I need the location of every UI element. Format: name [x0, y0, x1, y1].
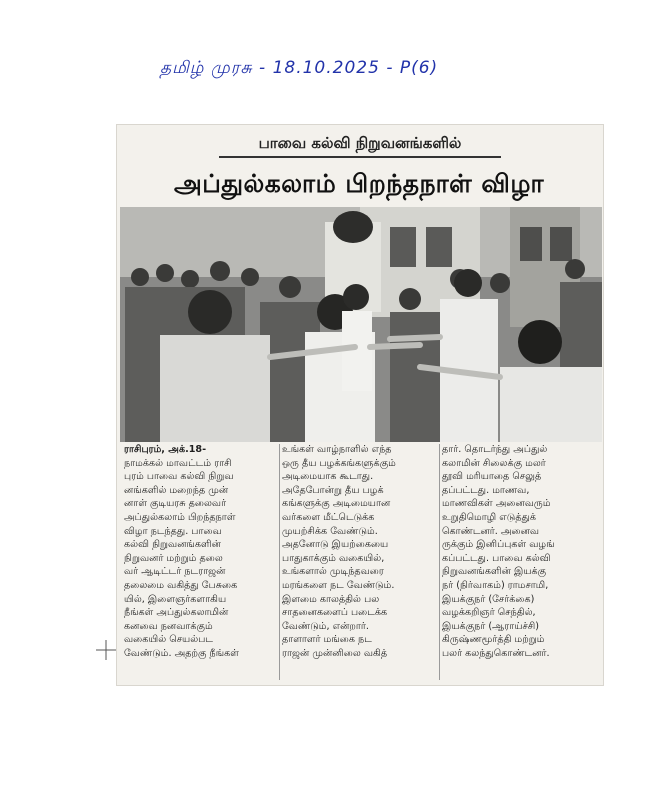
body-line: நர் (நிர்வாகம்) ராமசாமி,	[442, 579, 549, 591]
body-line: கங்களுக்கு அடிமையான	[282, 498, 391, 510]
body-line: உறுதிமொழி எடுத்துக்	[442, 511, 537, 523]
body-line: அதனோடு இயற்கையை	[282, 539, 389, 551]
body-line: யில், இளைஞர்களாகிய	[124, 593, 227, 605]
body-line: ஒரு தீய பழக்கங்களுக்கும்	[282, 457, 396, 469]
body-line: இயக்குநர் (சேர்க்கை)	[442, 593, 535, 605]
body-line: நிறுவனர் மற்றும் தலை	[124, 552, 223, 564]
body-line: தாளாளர் மங்கை நட	[282, 634, 372, 646]
body-line: வர்களை மீட்டெடுக்க	[282, 511, 375, 523]
body-line: விழா நடந்தது. பாவை	[124, 525, 222, 537]
body-line: மாணவிகள் அனைவரும்	[442, 498, 551, 510]
body-line: ருக்கும் இனிப்புகள் வழங்	[442, 539, 555, 551]
body-line: கொண்டனர். அனைவ	[442, 525, 540, 537]
body-line: தப்பட்டது. மாணவ,	[442, 484, 530, 496]
body-line: மரங்களை நட வேண்டும்.	[282, 579, 395, 591]
body-line: உங்கள் வாழ்நாளில் எந்த	[282, 444, 392, 455]
text-column-2	[282, 443, 433, 681]
body-line: அதேபோன்று தீய பழக்	[282, 484, 384, 496]
body-line: நிறுவனங்களின் இயக்கு	[442, 566, 547, 578]
text-column-1	[124, 443, 275, 681]
body-line: அப்துல்கலாம் பிறந்தநாள்	[124, 511, 236, 523]
article-body	[124, 443, 600, 681]
article-photo	[120, 207, 602, 442]
body-line: இயக்குநர் (ஆராய்ச்சி)	[442, 620, 540, 632]
body-line: கல்வி நிறுவனங்களின்	[124, 539, 221, 551]
body-line: வர் ஆடிட்டர் நடராஜன்	[124, 566, 226, 578]
article-headline: அப்துல்கலாம் பிறந்தநாள் விழா	[173, 169, 545, 198]
article-kicker: பாவை கல்வி நிறுவனங்களில்	[219, 130, 501, 158]
body-line: நீங்கள் அப்துல்கலாமின்	[124, 607, 229, 619]
column-divider	[279, 444, 280, 680]
body-line: தார். தொடர்ந்து அப்துல்	[442, 444, 548, 455]
photo-illustration	[120, 207, 602, 442]
body-line: வகையில் செயல்பட	[124, 634, 213, 646]
body-line: முயற்சிக்க வேண்டும்.	[282, 525, 378, 537]
body-line: கப்பட்டது. பாவை கல்வி	[442, 552, 551, 564]
body-line: இளமை காலத்தில் பல	[282, 593, 380, 605]
body-line: உங்களால் முடிந்தவரை	[282, 566, 384, 578]
body-line: வேண்டும், என்றார்.	[282, 620, 369, 632]
body-line: வழக்கறிஞர் செந்தில்,	[442, 607, 536, 619]
body-line: தலைமை வகித்து பேசுகை	[124, 579, 238, 591]
handwritten-source-note: தமிழ் முரசு - 18.10.2025 - P(6)	[160, 58, 439, 78]
body-line: புரம் பாவை கல்வி நிறுவ	[124, 471, 234, 483]
body-line: பாதுகாக்கும் வகையில்,	[282, 552, 385, 564]
body-line: கனவை நனவாக்கும்	[124, 620, 213, 632]
dateline: ராசிபுரம், அக்.18-	[124, 444, 207, 455]
crosshair-icon	[96, 640, 116, 660]
body-line: தூவி மரியாதை செலுத்	[442, 471, 542, 483]
text-column-3	[442, 443, 593, 681]
body-line: கலாமின் சிலைக்கு மலர்	[442, 457, 546, 469]
body-line: னாள் குடியரசு தலைவர்	[124, 498, 227, 510]
body-line: வேண்டும். அதற்கு நீங்கள்	[124, 647, 239, 659]
body-line: னங்களில் மறைந்த முன்	[124, 484, 229, 496]
body-line: நாமக்கல் மாவட்டம் ராசி	[124, 457, 232, 469]
column-divider	[439, 444, 440, 680]
body-line: சாதனைகளைப் படைக்க	[282, 607, 388, 619]
body-line: பலர் கலந்துகொண்டனர்.	[442, 647, 550, 659]
body-line: கிருஷ்ணமூர்த்தி மற்றும்	[442, 634, 545, 646]
body-line: அடிமையாக கூடாது.	[282, 471, 374, 483]
body-line: ராஜன் முன்னிலை வகித்	[282, 647, 388, 659]
